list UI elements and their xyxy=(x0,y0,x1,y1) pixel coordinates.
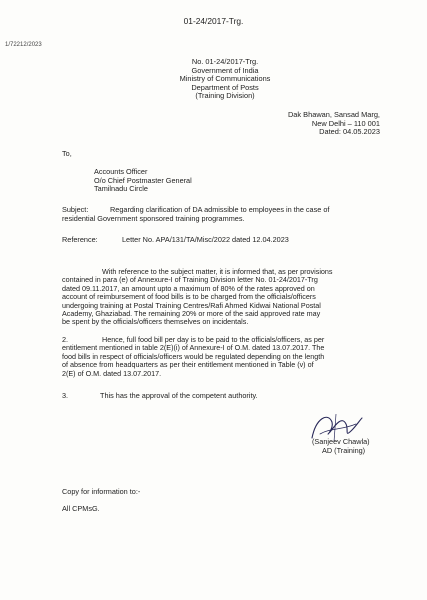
division-line: (Training Division) xyxy=(195,91,255,101)
copy-for-information-label: Copy for information to:- xyxy=(62,487,141,496)
paragraph-line: Academy, Ghaziabad. The remaining 20% or more of the said approved rate may xyxy=(62,309,321,319)
reference-label: Reference: xyxy=(62,235,98,244)
paragraph-line: Hence, full food bill per day is to be paid to the officials/officers, as per xyxy=(102,335,325,344)
letterhead xyxy=(150,58,300,101)
recipient-line: O/o Chief Postmaster General xyxy=(94,175,192,185)
government-line: Government of India xyxy=(191,65,259,75)
ministry-line: Ministry of Communications xyxy=(179,74,271,84)
recipient-block xyxy=(94,168,192,194)
corner-diary-number: 1/72212/2023 xyxy=(5,42,42,48)
date-line: Dated: 04.05.2023 xyxy=(319,127,380,137)
subject-text-line: residential Government sponsored training programmes. xyxy=(62,214,245,223)
signatory-designation: AD (Training) xyxy=(322,446,366,455)
top-file-reference: 01-24/2017-Trg. xyxy=(183,16,244,26)
paragraph-line: 2(E) of O.M. dated 13.07.2017. xyxy=(62,368,162,378)
paragraph-2 xyxy=(62,336,378,378)
paragraph-line: be spent by the officials/officers themselves on incidentals. xyxy=(62,317,249,327)
paragraph-line: food bills in respect of officials/officers would be regulated depending on the length xyxy=(62,351,325,361)
paragraph-line: account of reimbursement of food bills is to be charged from the officials/officers xyxy=(62,292,316,302)
city-line: New Delhi – 110 001 xyxy=(311,118,380,128)
letter-number: No. 01-24/2017-Trg. xyxy=(191,57,259,66)
copy-recipient: All CPMsG. xyxy=(62,504,100,513)
paragraph-line: With reference to the subject matter, it is informed that, as per provisions xyxy=(102,267,333,276)
paragraph-3-text: This has the approval of the competent authority. xyxy=(100,391,258,400)
to-label: To, xyxy=(62,149,72,158)
recipient-line: Accounts Officer xyxy=(94,167,148,176)
paragraph-2-number: 2. xyxy=(62,335,69,344)
department-line: Department of Posts xyxy=(191,82,259,92)
recipient-line: Tamilnadu Circle xyxy=(94,184,148,194)
reference-text: Letter No. APA/131/TA/Misc/2022 dated 12.04.2023 xyxy=(122,235,289,244)
paragraph-line: undergoing training at Postal Training Centres/Rafi Ahmed Kidwai National Postal xyxy=(62,300,321,310)
paragraph-1 xyxy=(62,268,378,327)
paragraph-line: entitlement mentioned in table 2(E)(i) of Annexure-I of O.M. dated 13.07.2017. The xyxy=(62,343,325,353)
paragraph-3-number: 3. xyxy=(62,391,69,400)
paragraph-line: contained in para (e) of Annexure-I of Training Division letter No. 01-24/2017-Trg xyxy=(62,275,318,285)
address-line: Dak Bhawan, Sansad Marg, xyxy=(287,110,380,119)
subject-label: Subject: xyxy=(62,205,89,214)
paragraph-line: of absence from headquarters as per their entitlement mentioned in Table (v) of xyxy=(62,360,314,370)
paragraph-line: dated 09.11.2017, an amount upto a maximum of 80% of the rates approved on xyxy=(62,283,315,293)
signatory-name: (Sanjeev Chawla) xyxy=(312,437,370,446)
subject-text-line: Regarding clarification of DA admissible to employees in the case of xyxy=(110,205,330,214)
address-block xyxy=(262,111,380,137)
